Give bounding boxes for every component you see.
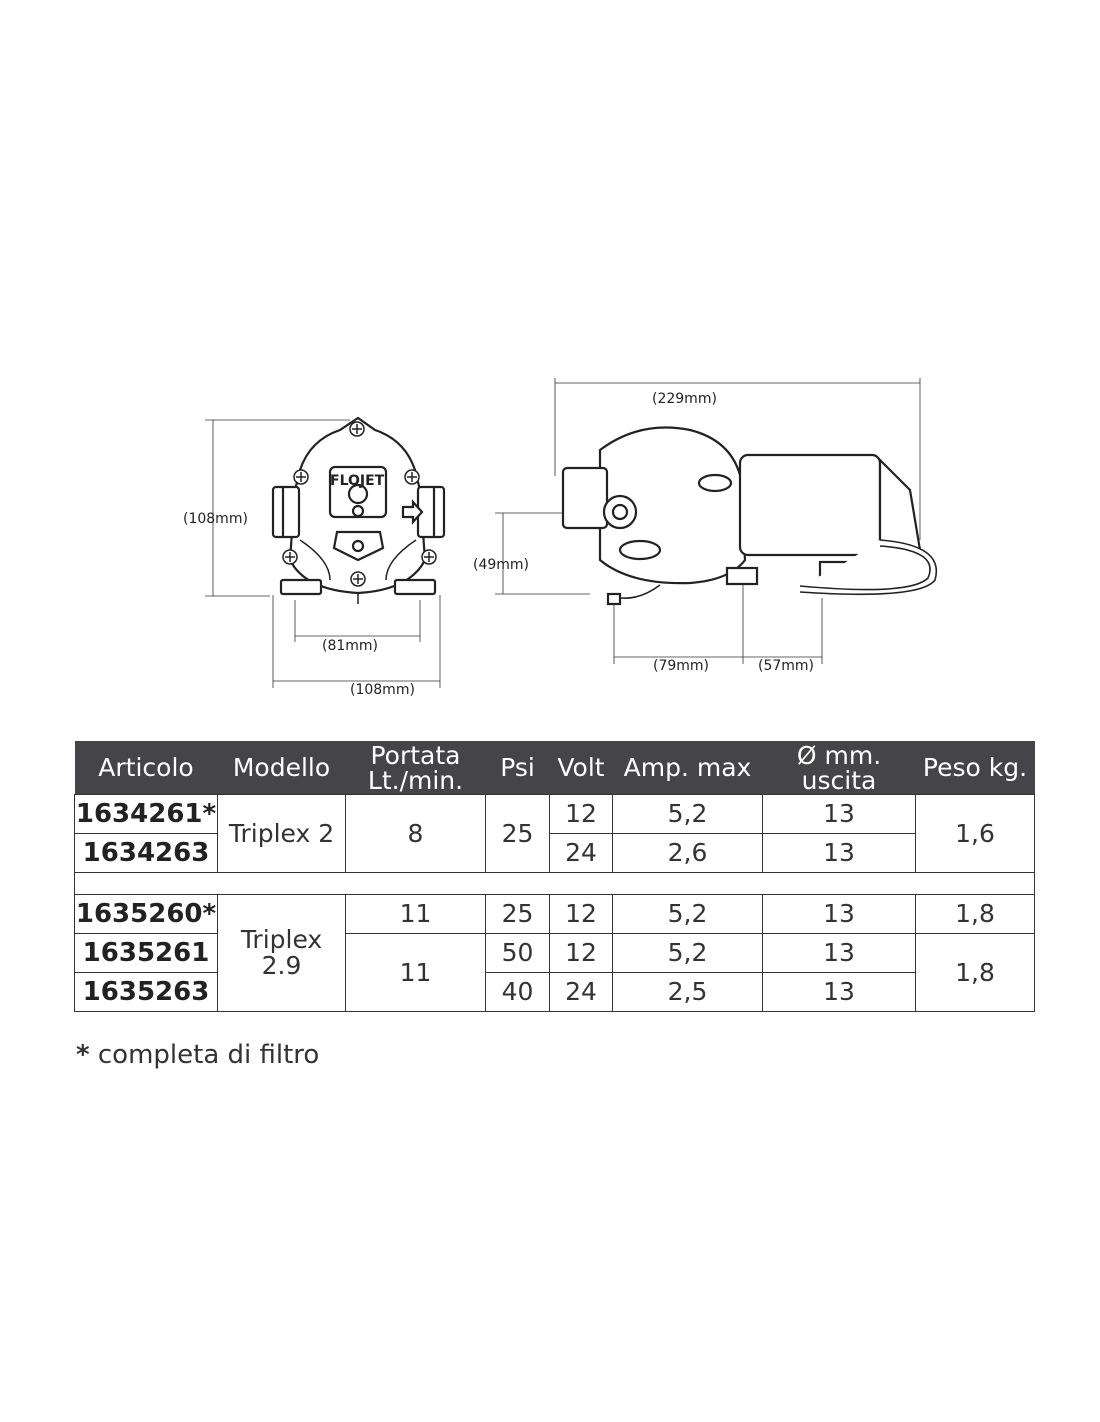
- separator-cell: [75, 873, 1035, 895]
- psi-cell: 40: [486, 973, 550, 1012]
- volt-cell: 12: [550, 795, 613, 834]
- header-portata-text: Portata Lt./min.: [367, 740, 464, 795]
- side-inlet-height-dimension: (49mm): [473, 557, 530, 573]
- header-amp: Amp. max: [613, 741, 763, 795]
- front-mount-width-dimension: (81mm): [322, 638, 379, 654]
- articolo-cell: 1634263: [75, 834, 218, 873]
- portata-cell: 11: [346, 934, 486, 1012]
- amp-cell: 5,2: [613, 795, 763, 834]
- header-peso: Peso kg.: [916, 741, 1035, 795]
- articolo-cell: 1635261: [75, 934, 218, 973]
- volt-cell: 12: [550, 895, 613, 934]
- side-mount-a-dimension: (79mm): [653, 658, 710, 674]
- header-uscita: [763, 741, 916, 795]
- uscita-cell: 13: [763, 795, 916, 834]
- amp-cell: 5,2: [613, 934, 763, 973]
- psi-cell: 50: [486, 934, 550, 973]
- amp-cell: 2,5: [613, 973, 763, 1012]
- volt-cell: 24: [550, 973, 613, 1012]
- portata-cell: 8: [346, 795, 486, 873]
- psi-cell: 25: [486, 895, 550, 934]
- pump-side-view: [563, 428, 936, 605]
- volt-cell: 24: [550, 834, 613, 873]
- peso-cell: 1,8: [916, 895, 1035, 934]
- header-uscita-text: Ø mm. uscita: [796, 740, 882, 795]
- header-articolo: Articolo: [75, 741, 218, 795]
- table-header-row: [75, 741, 1035, 795]
- side-mount-b-dimension: (57mm): [758, 658, 815, 674]
- uscita-cell: 13: [763, 834, 916, 873]
- peso-cell: 1,8: [916, 934, 1035, 1012]
- front-width-dimension: (108mm): [350, 682, 415, 698]
- articolo-cell: 1634261*: [75, 795, 218, 834]
- table-row: [75, 895, 1035, 934]
- footnote-text: completa di filtro: [89, 1040, 320, 1070]
- header-psi: Psi: [486, 741, 550, 795]
- header-volt: Volt: [550, 741, 613, 795]
- header-modello: Modello: [218, 741, 346, 795]
- amp-cell: 5,2: [613, 895, 763, 934]
- psi-cell: 25: [486, 795, 550, 873]
- table-row: [75, 795, 1035, 834]
- table-separator-row: [75, 873, 1035, 895]
- uscita-cell: 13: [763, 934, 916, 973]
- amp-cell: 2,6: [613, 834, 763, 873]
- header-portata: [346, 741, 486, 795]
- footnote-asterisk: *: [76, 1040, 90, 1070]
- articolo-cell: 1635263: [75, 973, 218, 1012]
- side-length-dimension: (229mm): [652, 391, 717, 407]
- peso-cell: 1,6: [916, 795, 1035, 873]
- uscita-cell: 13: [763, 973, 916, 1012]
- modello-text: Triplex 2.9: [240, 925, 323, 980]
- footnote: [76, 1040, 319, 1070]
- front-height-dimension: (108mm): [183, 511, 248, 527]
- spec-table: [74, 741, 1035, 1012]
- portata-cell: 11: [346, 895, 486, 934]
- volt-cell: 12: [550, 934, 613, 973]
- brand-label: FLOJET: [330, 473, 385, 489]
- articolo-cell: 1635260*: [75, 895, 218, 934]
- modello-cell: Triplex 2: [218, 795, 346, 873]
- uscita-cell: 13: [763, 895, 916, 934]
- modello-cell: [218, 895, 346, 1012]
